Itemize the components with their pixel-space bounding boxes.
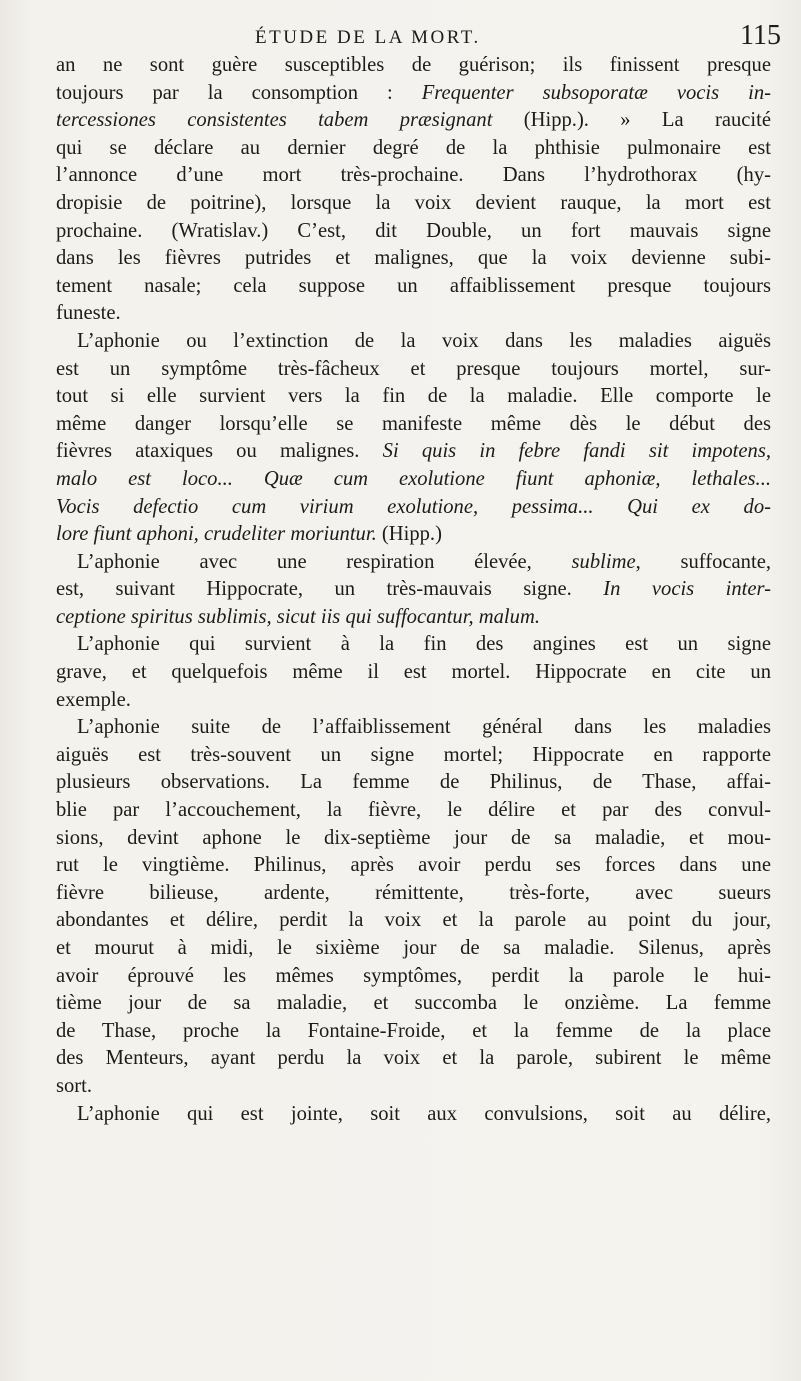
text-line: [56, 521, 771, 549]
text-line: [56, 714, 771, 742]
italic-text: Vocis defectio cum virium exolutione, pessima... Qui ex do-: [56, 495, 771, 518]
italic-text: tercessiones consistentes tabem præsignant: [56, 109, 493, 132]
text-segment: plusieurs observations. La femme de Philinus, de Thase, affai-: [56, 771, 771, 794]
text-line: [56, 107, 771, 135]
text-segment: l’annonce d’une mort très-prochaine. Dans l’hydrothorax (hy-: [56, 164, 771, 187]
text-segment: de Thase, proche la Fontaine-Froide, et la femme de la place: [56, 1019, 771, 1042]
text-segment: exemple.: [56, 688, 131, 711]
text-segment: funeste.: [56, 302, 121, 325]
text-line: [56, 687, 771, 715]
text-line: [56, 245, 771, 273]
italic-text: Si quis in febre fandi sit impotens,: [382, 440, 771, 463]
text-line: [56, 963, 771, 991]
text-segment: an ne sont guère susceptibles de guérison; ils finissent presque: [56, 54, 771, 76]
text-line: [56, 797, 771, 825]
text-segment: et mourut à midi, le sixième jour de sa maladie. Silenus, après: [56, 937, 771, 959]
text-line: [56, 1018, 771, 1046]
page-header: [0, 20, 801, 56]
text-segment: rut le vingtième. Philinus, après avoir perdu ses forces dans une: [56, 854, 771, 877]
text-line: [56, 1073, 771, 1101]
italic-text: In vocis inter-: [603, 578, 771, 601]
text-line: [56, 769, 771, 797]
text-line: [56, 162, 771, 190]
italic-text: malo est loco... Quæ cum exolutione fiunt aphoniæ, lethales...: [56, 467, 771, 490]
text-line: [56, 80, 771, 108]
text-segment: sort.: [56, 1074, 93, 1097]
text-segment: fièvre bilieuse, ardente, rémittente, très-forte, avec sueurs: [56, 881, 771, 904]
text-line: [56, 935, 771, 963]
italic-text: sublime: [571, 550, 636, 573]
text-line: [56, 52, 771, 80]
text-line: [56, 604, 771, 632]
text-line: [56, 383, 771, 411]
text-segment: aiguës est très-souvent un signe mortel; Hippocrate en rapporte: [56, 743, 771, 766]
text-segment: , suffocante,: [635, 550, 771, 573]
text-line: [56, 907, 771, 935]
text-line: [56, 356, 771, 384]
text-line: [56, 466, 771, 494]
italic-text: Frequenter subsoporatæ vocis in-: [421, 81, 771, 104]
text-segment: toujours par la consomption :: [56, 81, 422, 104]
text-segment: dans les fièvres putrides et malignes, que la voix devienne subi-: [56, 247, 771, 270]
text-segment: dropisie de poitrine), lorsque la voix devient rauque, la mort est: [56, 191, 771, 214]
text-line: [56, 1101, 771, 1129]
text-line: [56, 494, 771, 522]
text-segment: abondantes et délire, perdit la voix et la parole au point du jour,: [56, 909, 771, 932]
text-segment: grave, et quelquefois même il est mortel. Hippocrate en cite un: [56, 661, 771, 684]
text-line: [56, 273, 771, 301]
text-segment: L’aphonie avec une respiration élevée,: [77, 550, 572, 573]
text-segment: sions, devint aphone le dix-septième jour de sa maladie, et mou-: [56, 826, 771, 849]
text-line: [56, 742, 771, 770]
text-segment: avoir éprouvé les mêmes symptômes, perdit la parole le hui-: [56, 964, 771, 987]
text-segment: L’aphonie ou l’extinction de la voix dans les maladies aiguës: [77, 329, 771, 352]
text-segment: L’aphonie qui survient à la fin des angines est un signe: [77, 633, 771, 656]
text-line: [56, 218, 771, 246]
text-line: [56, 576, 771, 604]
text-line: [56, 990, 771, 1018]
page-number: 115: [740, 20, 781, 51]
text-segment: L’aphonie qui est jointe, soit aux convulsions, soit au délire,: [77, 1102, 771, 1125]
text-segment: est un symptôme très-fâcheux et presque toujours mortel, sur-: [56, 357, 771, 380]
text-line: [56, 1045, 771, 1073]
text-segment: des Menteurs, ayant perdu la voix et la parole, subirent le même: [56, 1047, 771, 1070]
text-line: [56, 880, 771, 908]
text-line: [56, 825, 771, 853]
text-line: [56, 438, 771, 466]
italic-text: lore fiunt aphoni, crudeliter moriuntur.: [56, 523, 377, 546]
text-segment: blie par l’accouchement, la fièvre, le délire et par des convul-: [56, 799, 771, 822]
text-segment: tième jour de sa maladie, et succomba le onzième. La femme: [56, 992, 771, 1015]
text-segment: tement nasale; cela suppose un affaiblissement presque toujours: [56, 274, 771, 297]
text-segment: tout si elle survient vers la fin de la maladie. Elle comporte le: [56, 385, 771, 408]
text-line: [56, 328, 771, 356]
text-line: [56, 631, 771, 659]
text-segment: L’aphonie suite de l’affaiblissement général dans les maladies: [77, 716, 771, 739]
text-segment: (Hipp.). » La raucité: [492, 109, 771, 132]
text-line: [56, 852, 771, 880]
text-line: [56, 549, 771, 577]
text-segment: (Hipp.): [376, 523, 442, 546]
text-line: [56, 659, 771, 687]
text-segment: est, suivant Hippocrate, un très-mauvais signe.: [56, 578, 604, 601]
text-line: [56, 190, 771, 218]
italic-text: ceptione spiritus sublimis, sicut iis qui suffocantur, malum.: [56, 605, 540, 628]
text-segment: même danger lorsqu’elle se manifeste même dès le début des: [56, 412, 771, 435]
text-line: [56, 411, 771, 439]
text-line: [56, 135, 771, 163]
body-text: [56, 52, 771, 1128]
text-segment: fièvres ataxiques ou malignes.: [56, 440, 383, 463]
text-segment: qui se déclare au dernier degré de la phthisie pulmonaire est: [56, 136, 771, 159]
running-title: ÉTUDE DE LA MORT.: [255, 27, 481, 48]
text-line: [56, 300, 771, 328]
text-segment: prochaine. (Wratislav.) C’est, dit Double, un fort mauvais signe: [56, 219, 771, 242]
